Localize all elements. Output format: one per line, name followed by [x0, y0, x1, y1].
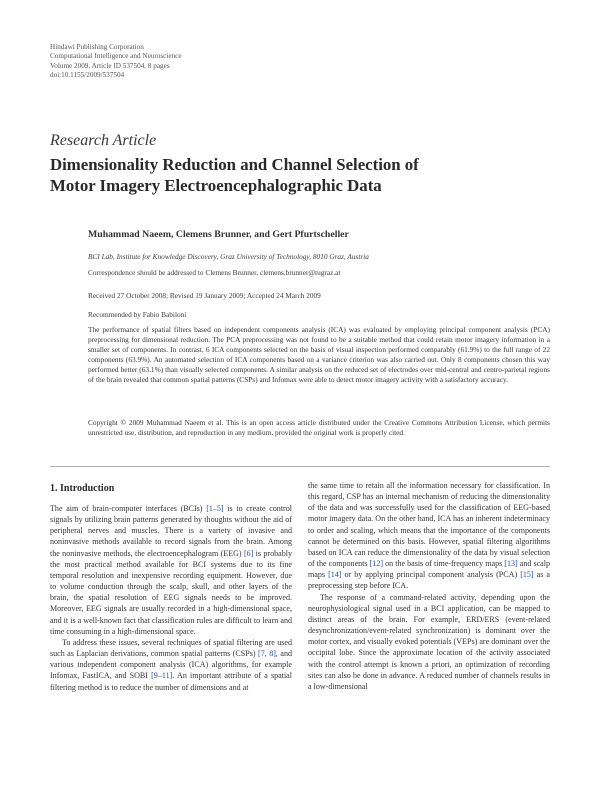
title-line-1: Dimensionality Reduction and Channel Selection of [50, 155, 419, 174]
recommended-by: Recommended by Fabio Babiloni [88, 310, 187, 319]
left-column [50, 503, 292, 693]
text: , and various independent component analysis (ICA) algorithms, for example Infomax, FastICA, and SOBI [50, 649, 292, 681]
text: is to create control signals by utilizing brain patterns generated by thoughts without the aid of peripheral nerves and muscles. There is a variety of invasive and noninvasive methods available to record signals from the brain. Among the noninvasive methods, the electroencephalogram (EEG) [50, 504, 292, 558]
text: as a preprocessing step before ICA. [308, 570, 550, 591]
intro-paragraph-4: The response of a command-related activity, depending upon the neurophysiological signal used in a BCI application, can be mapped to distinct areas of the brain. For example, ERD/ERS (event-related desynchronization/event-related synchronization) is dominant over the motor cortex, and visually evoked potentials (VEPs) are dominant over the occipital lobe. Since the approximate location of the activity associated with the control attempt is known a priori, an optimization of recording sites can also be done in advance. A reduced number of channels results in a low-dimensional [308, 592, 550, 691]
intro-paragraph-3 [308, 480, 550, 592]
author-list: Muhammad Naeem, Clemens Brunner, and Gert Pfurtscheller [88, 229, 349, 240]
intro-paragraph-2 [50, 637, 292, 693]
copyright-notice: Copyright © 2009 Muhammad Naeem et al. This is an open access article distributed under the Creative Commons Attribution License, which permits unrestricted use, distribution, and reproduction in any medium, provided the original work is properly cited. [88, 418, 550, 438]
citation-link[interactable]: [12] [369, 559, 384, 569]
right-column [308, 480, 550, 692]
doi: doi:10.1155/2009/537504 [50, 71, 125, 80]
citation-link[interactable]: [9–11] [151, 671, 173, 681]
submission-dates: Received 27 October 2008; Revised 19 January 2009; Accepted 24 March 2009 [88, 291, 321, 300]
citation-link[interactable]: [7, 8] [258, 649, 276, 659]
text: on the basis of time-frequency maps [383, 559, 505, 569]
citation-link[interactable]: [1–5] [206, 504, 224, 513]
journal-name: Computational Intelligence and Neuroscience [50, 52, 182, 61]
text: or by applying principal component analysis (PCA) [341, 570, 521, 580]
citation-link[interactable]: [6] [243, 548, 254, 558]
correspondence: Correspondence should be addressed to Clemens Brunner, clemens.brunner@tugraz.at [88, 268, 341, 277]
intro-paragraph-1 [50, 503, 292, 637]
section-divider [50, 466, 550, 467]
article-type: Research Article [50, 132, 157, 149]
abstract: The performance of spatial filters based on independent components analysis (ICA) was evaluated by employing principal component analysis (PCA) preprocessing for dimensional reduction. The PCA preprocessing was not found to be a suitable method that could retain motor imagery information in a smaller set of components. In contrast, 6 ICA components selected on the basis of visual inspection performed comparably (61.9%) to the full range of 22 components (63.9%). An automated selection of ICA components based on a variance criterion was also carried out. Only 8 components chosen this way performed better (63.1%) than visually selected components. A similar analysis on the reduced set of electrodes over mid-central and centro-parietal regions of the brain revealed that common spatial patterns (CSPs) and Infomax were able to detect motor imagery activity with a satisfactory accuracy. [88, 325, 550, 385]
text: The aim of brain-computer interfaces (BCIs) [50, 504, 207, 513]
text: To address these issues, several techniques of spatial filtering are used such as Laplacian derivations, common spatial patterns (CSPs) [50, 637, 292, 659]
affiliation: BCI Lab, Institute for Knowledge Discovery, Graz University of Technology, 8010 Graz, Austria [88, 252, 369, 261]
text: the same time to retain all the information necessary for classification. In this regard, CSP has an internal mechanism of reducing the dimensionality of the data and was successfully used for the classification of EEG-based motor imagery data. On the other hand, ICA has an inherent indeterminacy to order and scaling, which means that the importance of the components cannot be determined on this basis. However, spatial filtering algorithms based on ICA can reduce the dimensionality of the data by visual selection of the components [308, 481, 550, 569]
citation-link[interactable]: [14] [328, 570, 342, 580]
citation-link[interactable]: [15] [520, 570, 534, 580]
publisher-name: Hindawi Publishing Corporation [50, 43, 144, 51]
section-heading-introduction: 1. Introduction [50, 483, 115, 494]
title-line-2: Motor Imagery Electroencephalographic Data [50, 176, 382, 195]
journal-header [50, 43, 182, 81]
paper-title [50, 154, 570, 196]
text: . An important attribute of a spatial filtering method is to reduce the number of dimensions and at [50, 671, 292, 692]
text: is probably the most practical method available for BCI systems due to its fine temporal resolution and inexpensive recording equipment. However, due to volume conduction through the scalp, skull, and other layers of the brain, the spatial resolution of EEG signals needs to be improved. Moreover, EEG signals are usually recorded in a high-dimensional space, and it is a well-known fact that classification rules are difficult to learn and time consuming in a high-dimensional space. [50, 548, 292, 636]
text: and scalp maps [308, 559, 550, 580]
volume-info: Volume 2009, Article ID 537504, 8 pages [50, 61, 170, 70]
citation-link[interactable]: [13] [504, 559, 518, 569]
